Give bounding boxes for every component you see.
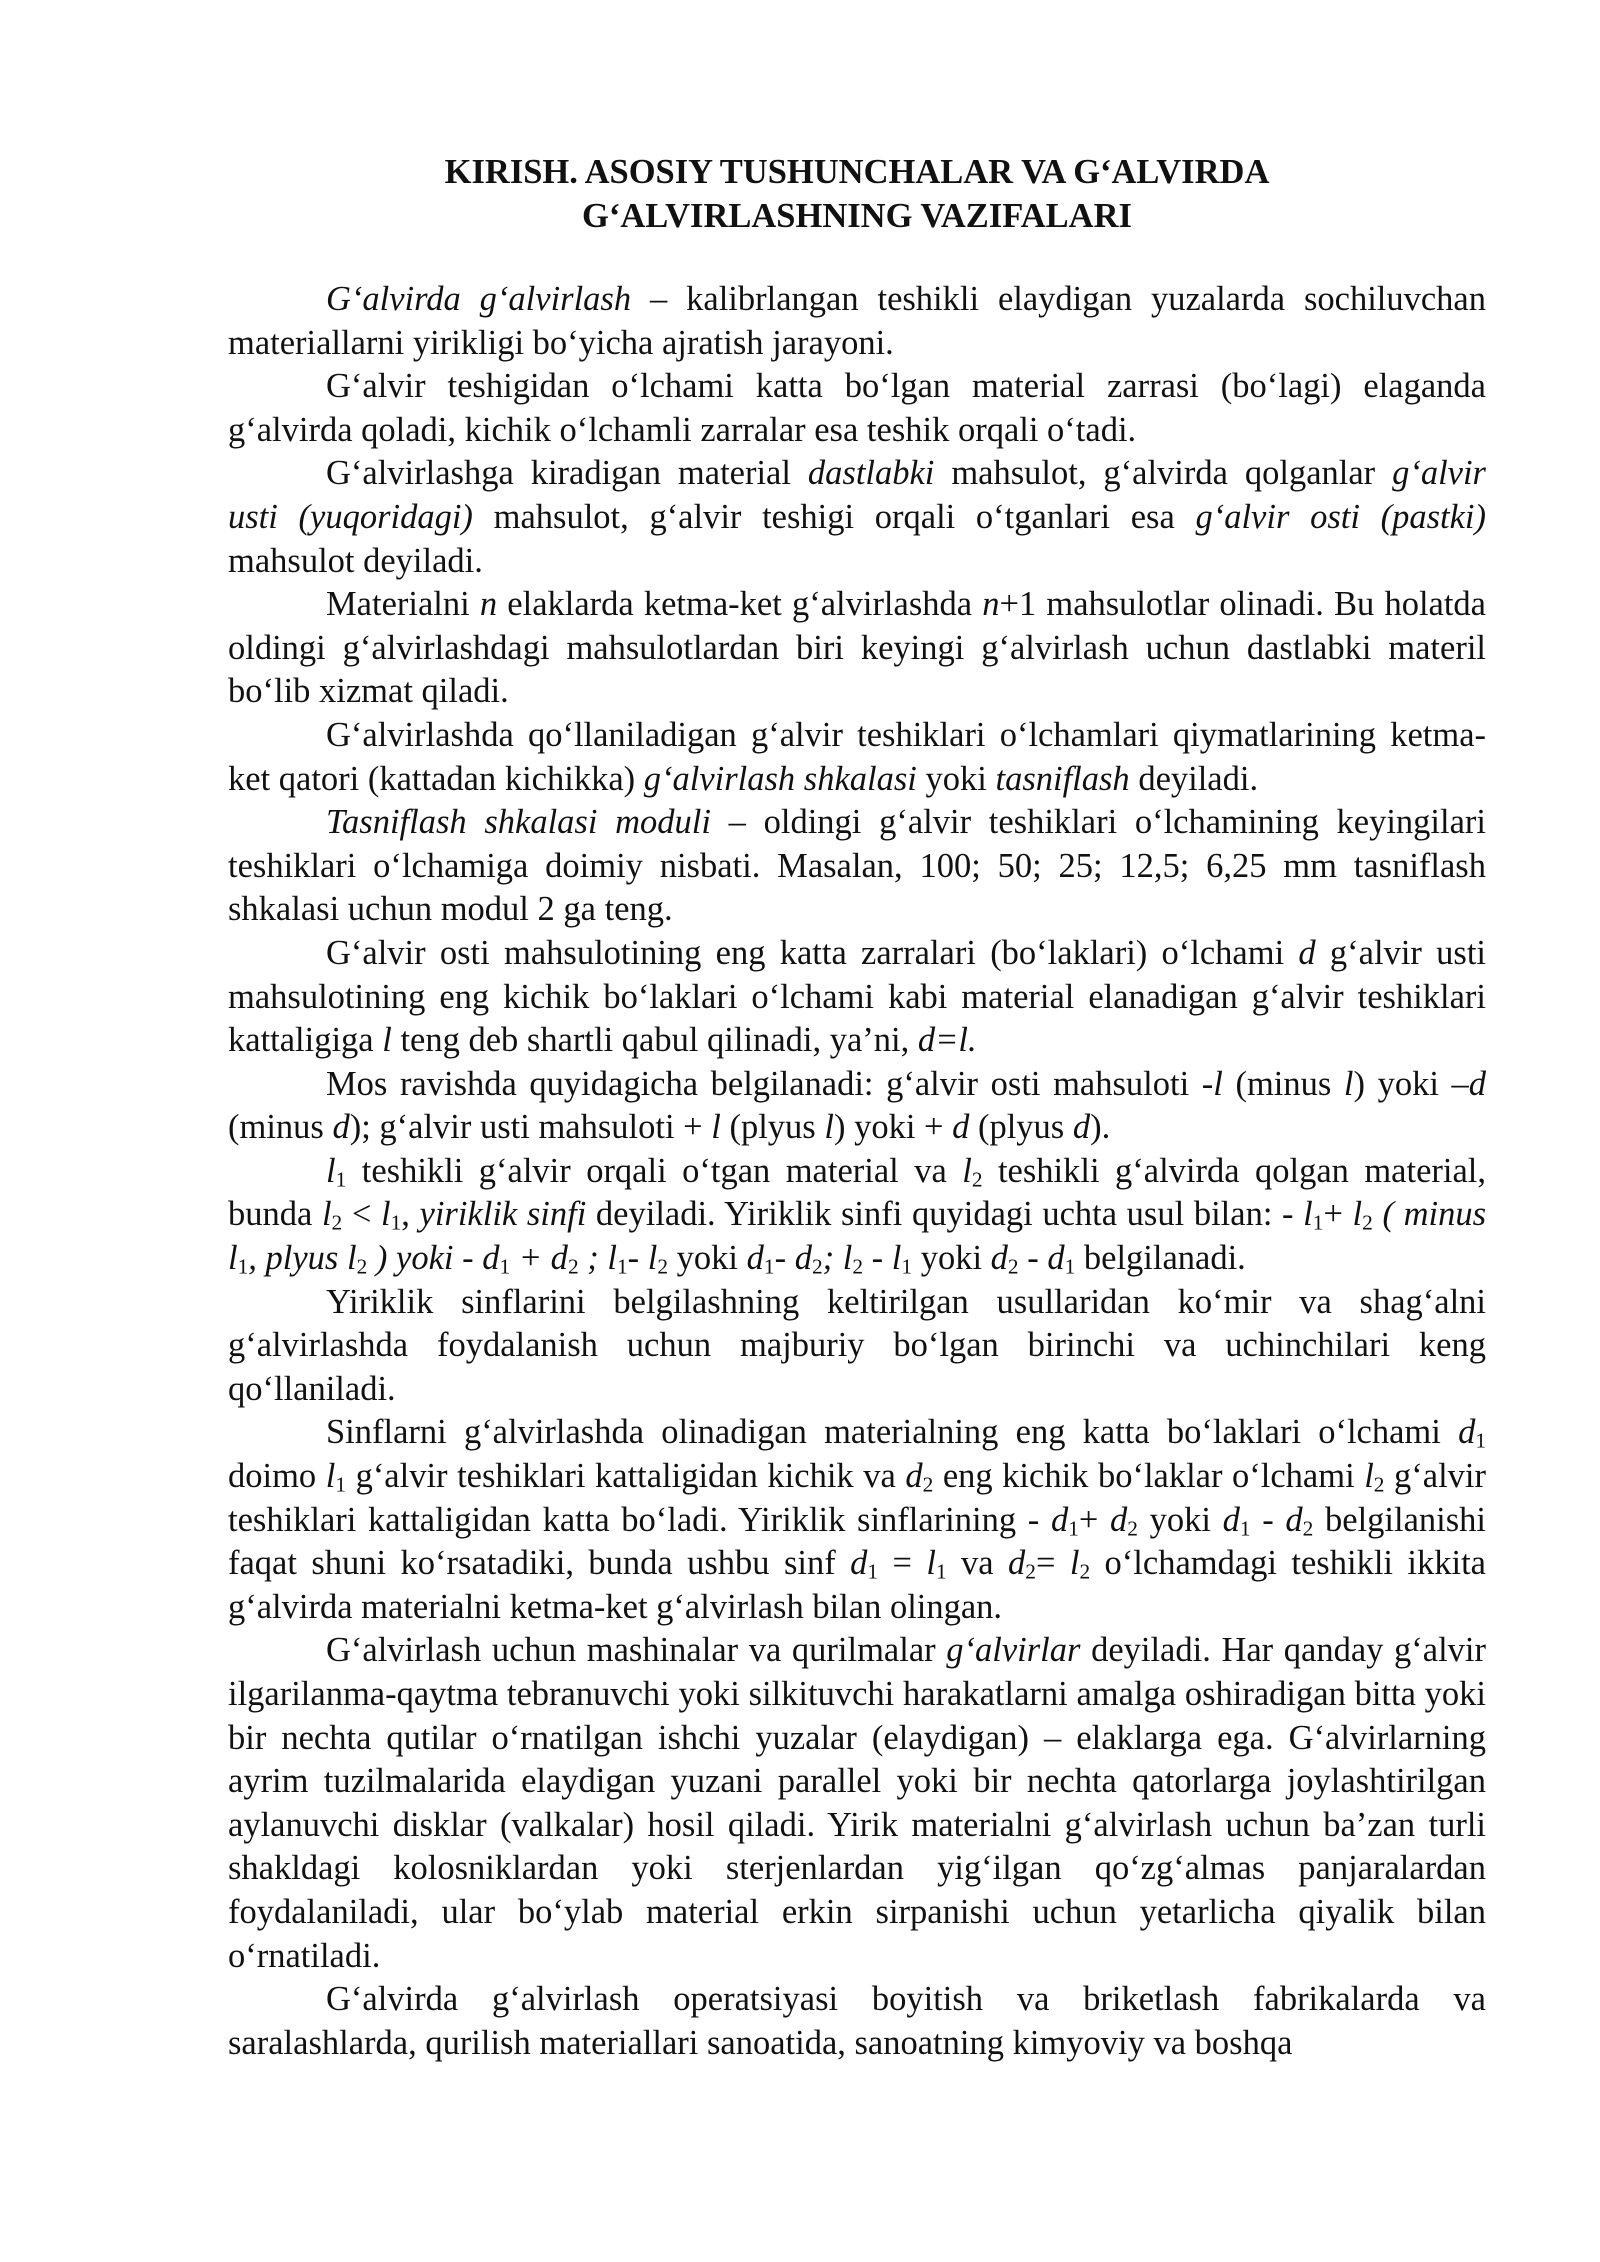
italic-term: d (1072, 1108, 1091, 1147)
text-run: Yiriklik sinflarini belgilashning keltirilgan usullaridan ko‘mir va shag‘alni g‘alvirlashda foydalanish uchun majburiy bo‘lgan birinchi va uchinchilari keng qo‘llaniladi. (228, 1282, 1486, 1408)
italic-term: l (326, 1151, 336, 1190)
text-run: + (1323, 1195, 1353, 1234)
text-run: (plyus (720, 1108, 825, 1147)
italic-term: tasniflash (995, 759, 1130, 798)
text-run: yoki (916, 759, 996, 798)
italic-term: d (794, 1239, 812, 1278)
text-run: eng kichik bo‘laklar o‘lchami (933, 1457, 1365, 1496)
text-run: belgilanadi. (1075, 1239, 1246, 1278)
text-run: = (1035, 1544, 1070, 1583)
subscript: 1 (1064, 1254, 1076, 1279)
page-title (228, 150, 1486, 238)
italic-term: l (325, 1457, 336, 1496)
text-run: Materialni (326, 585, 480, 624)
text-run: mahsulot, g‘alvir teshigi orqali o‘tganlari esa (472, 497, 1196, 536)
paragraph (228, 1281, 1486, 1412)
text-run: belgilanishi faqat shuni ko‘rsatadiki, bunda ushbu sinf (228, 1500, 1486, 1583)
paragraph (228, 452, 1486, 583)
italic-term: ; l (822, 1239, 853, 1278)
text-run: o‘lchamdagi teshikli ikkita g‘alvirda materialni ketma-ket g‘alvirlash bilan olingan. (228, 1544, 1486, 1626)
text-run: deyiladi. (1129, 759, 1259, 798)
text-run: mahsulot, g‘alvirda qolganlar (934, 454, 1393, 493)
text-run: – oldingi g‘alvir teshiklari o‘lchamining keyingilari teshiklari o‘lchamiga doimiy nisbati. Masalan, 100; 50; 25; 12,5; 6,25 mm tasniflash shkalasi uchun modul 2 ga teng. (228, 803, 1486, 929)
italic-term: d (990, 1239, 1008, 1278)
subscript: 1 (935, 1559, 947, 1584)
subscript: 1 (1312, 1211, 1324, 1236)
subscript: 2 (331, 1211, 343, 1236)
italic-term: l (380, 1195, 391, 1234)
text-run: mahsulot deyiladi. (228, 541, 483, 580)
subscript: 2 (1079, 1559, 1091, 1584)
subscript: 2 (657, 1254, 669, 1279)
subscript: 1 (901, 1254, 913, 1279)
italic-term: d (1298, 933, 1316, 972)
paragraph (228, 1063, 1486, 1150)
italic-term: l (647, 1239, 658, 1278)
body-text (228, 278, 1486, 2065)
paragraph (228, 365, 1486, 452)
text-run: < (342, 1195, 381, 1234)
subscript: 1 (763, 1254, 775, 1279)
italic-term: + d (510, 1239, 568, 1278)
text-run: teshikli g‘alvir orqali o‘tgan material va (346, 1151, 963, 1190)
italic-term: n (479, 585, 498, 624)
subscript: 2 (1025, 1559, 1036, 1584)
text-run: - (774, 1239, 795, 1278)
italic-term: l (891, 1239, 902, 1278)
paragraph (228, 1978, 1486, 2065)
text-run: + (1078, 1500, 1111, 1539)
italic-term: l (1343, 1064, 1354, 1103)
text-run: deyiladi. Har qanday g‘alvir ilgarilanma-qaytma tebranuvchi yoki silkituvchi harakatlarni amalga oshiradigan bitta yoki bir nechta qutilar o‘rnatilgan ishchi yuzalar (elaydigan) – elaklarga ega. G‘alvirlarning ayrim tuzilmalarida elaydigan yuzani parallel yoki bir nechta qatorlarga joylashtirilgan aylanuvchi disklar (valkalar) hosil qiladi. Yirik materialni g‘alvirlash uchun ba’zan turli shakldagi kolosniklardan yoki sterjenlardan yig‘ilgan qo‘zg‘almas panjaralardan foydalaniladi, ular bo‘ylab material erkin sirpanishi uchun yetarlicha qiyalik bilan o‘rnatiladi. (228, 1631, 1486, 1975)
italic-term: ( minus l (228, 1195, 1486, 1278)
italic-term: l (962, 1151, 972, 1190)
subscript: 1 (616, 1254, 628, 1279)
subscript: 2 (1362, 1211, 1373, 1236)
paragraph (228, 1629, 1486, 1978)
text-run: G‘alvirda g‘alvirlash operatsiyasi boyitish va briketlash fabrikalarda va saralashlarda, qurilish materiallari sanoatida, sanoatning kimyoviy va boshqa (228, 1980, 1486, 2062)
text-run: - (627, 1239, 648, 1278)
text-run: G‘alvir teshigidan o‘lchami katta bo‘lgan material zarrasi (bo‘lagi) elaganda g‘alvirda qoladi, kichik o‘lchamli zarralar esa teshik orqali o‘tadi. (228, 367, 1486, 449)
text-run: G‘alvir osti mahsulotining eng katta zarralari (bo‘laklari) o‘lchami (326, 933, 1299, 972)
subscript: 1 (1068, 1516, 1079, 1541)
italic-term: d (952, 1108, 970, 1147)
text-run: (plyus (969, 1108, 1073, 1147)
italic-term: G‘alvirda g‘alvirlash (326, 280, 632, 318)
text-run: g‘alvir usti mahsulotining eng kichik bo‘laklari o‘lchami kabi material elanadigan g‘alvir teshiklari kattaligiga (228, 933, 1486, 1060)
italic-term: l (1364, 1457, 1374, 1496)
italic-term: Tasniflash shkalasi moduli (326, 803, 711, 842)
text-run: ). (1090, 1108, 1111, 1147)
subscript: 2 (1373, 1472, 1385, 1497)
italic-term: d (746, 1239, 764, 1278)
italic-term: , plyus l (248, 1239, 357, 1278)
italic-term: ; l (578, 1239, 617, 1278)
paragraph (228, 1150, 1486, 1281)
text-run: G‘alvirlashga kiradigan material (326, 454, 808, 493)
text-run: elaklarda ketma-ket g‘alvirlashda (497, 585, 983, 624)
subscript: 2 (567, 1254, 579, 1279)
title-line-1: KIRISH. ASOSIY TUSHUNCHALAR VA G‘ALVIRDA (444, 153, 1270, 191)
italic-term: dastlabki (807, 454, 935, 493)
paragraph (228, 1411, 1486, 1629)
subscript: 1 (237, 1254, 249, 1279)
subscript: 1 (390, 1211, 402, 1236)
text-run: = (878, 1544, 927, 1583)
paragraph (228, 714, 1486, 801)
italic-term: d=l. (917, 1021, 977, 1060)
text-run: ) yoki + (833, 1108, 953, 1147)
text-run: g‘alvir teshiklari kattaligidan katta bo‘ladi. Yiriklik sinflarining - (228, 1457, 1486, 1539)
italic-term: l (1303, 1195, 1313, 1234)
italic-term: l (926, 1544, 936, 1583)
text-run: yoki (912, 1239, 991, 1278)
text-run: - (1250, 1500, 1286, 1539)
italic-term: l (382, 1021, 392, 1060)
subscript: 1 (335, 1472, 347, 1497)
subscript: 1 (1475, 1429, 1486, 1454)
subscript: 2 (1127, 1516, 1138, 1541)
text-run: Mos ravishda quyidagicha belgilanadi: g‘alvir osti mahsuloti - (326, 1064, 1214, 1103)
italic-term: l (1352, 1195, 1363, 1234)
text-run: Sinflarni g‘alvirlashda olinadigan materialning eng katta bo‘laklari o‘lchami (326, 1413, 1459, 1452)
subscript: 2 (811, 1254, 823, 1279)
italic-term: g‘alvirlar (946, 1631, 1081, 1670)
text-run: - (863, 1239, 892, 1278)
subscript: 1 (335, 1167, 347, 1192)
subscript: 2 (356, 1254, 368, 1279)
text-run: teng deb shartli qabul qilinadi, ya’ni, (391, 1021, 918, 1060)
italic-term: d (850, 1544, 868, 1583)
italic-term: d (332, 1108, 350, 1147)
italic-term: d (1110, 1500, 1128, 1539)
text-run: G‘alvirlashda qo‘llaniladigan g‘alvir teshiklari o‘lchamlari qiymatlarining ketma-ket qatori (kattadan kichikka) (228, 715, 1486, 798)
document-page (228, 150, 1486, 2065)
text-run: - (1018, 1239, 1048, 1278)
italic-term: n (982, 585, 1000, 624)
italic-term: l (711, 1108, 721, 1147)
text-run: yoki (1137, 1500, 1223, 1539)
text-run: G‘alvirlash uchun mashinalar va qurilmalar (326, 1631, 947, 1670)
text-run: teshikli g‘alvirda qolgan material, bunda (228, 1151, 1486, 1234)
paragraph (228, 583, 1486, 714)
italic-term: l (1069, 1544, 1080, 1583)
text-run: (minus (1222, 1064, 1344, 1103)
text-run: (minus (228, 1108, 333, 1147)
italic-term: l (824, 1108, 834, 1147)
subscript: 1 (499, 1254, 511, 1279)
italic-term: d (1285, 1500, 1303, 1539)
text-run: va (946, 1544, 1009, 1583)
paragraph (228, 801, 1486, 932)
subscript: 2 (922, 1472, 934, 1497)
subscript: 2 (852, 1254, 864, 1279)
italic-term: g‘alvirlash shkalasi (643, 759, 917, 798)
text-run: g‘alvir teshiklari kattaligidan kichik va (346, 1457, 906, 1496)
text-run: ); g‘alvir usti mahsuloti + (349, 1108, 712, 1147)
paragraph (228, 932, 1486, 1063)
text-run: – kalibrlangan teshikli elaydigan yuzalarda sochiluvchan materiallarni yirikligi bo‘yicha ajratish jarayoni. (228, 280, 1486, 362)
italic-term: d (1458, 1413, 1476, 1452)
italic-term: d (905, 1457, 923, 1496)
italic-term: d (1008, 1544, 1026, 1583)
italic-term: d (1222, 1500, 1240, 1539)
subscript: 1 (1239, 1516, 1251, 1541)
subscript: 2 (1007, 1254, 1019, 1279)
text-run: +1 mahsulotlar olinadi. Bu holatda oldingi g‘alvirlashdagi mahsulotlardan biri keyingi g‘alvirlash uchun dastlabki materil bo‘lib xizmat qiladi. (228, 585, 1486, 711)
subscript: 1 (867, 1559, 879, 1584)
text-run: , (401, 1195, 420, 1234)
subscript: 2 (1302, 1516, 1314, 1541)
italic-term: l (1213, 1064, 1223, 1103)
italic-term: d (1047, 1239, 1065, 1278)
text-run: ) yoki – (1353, 1064, 1469, 1103)
italic-term: g‘alvir osti (pastki) (1195, 497, 1486, 536)
text-run: deyiladi. Yiriklik sinfi quyidagi uchta usul bilan: - (586, 1195, 1304, 1234)
subscript: 2 (971, 1167, 983, 1192)
italic-term: d (1050, 1500, 1069, 1539)
italic-term: d (1468, 1064, 1487, 1103)
text-run: yoki (668, 1239, 747, 1278)
text-run: doimo (228, 1457, 326, 1496)
title-line-2: G‘ALVIRLASHNING VAZIFALARI (582, 197, 1132, 235)
italic-term: g‘alvir usti (yuqoridagi) (228, 454, 1486, 536)
italic-term: yiriklik sinfi (419, 1195, 587, 1234)
paragraph (228, 278, 1486, 365)
italic-term: ) yoki - d (367, 1239, 500, 1278)
italic-term: l (321, 1195, 332, 1234)
